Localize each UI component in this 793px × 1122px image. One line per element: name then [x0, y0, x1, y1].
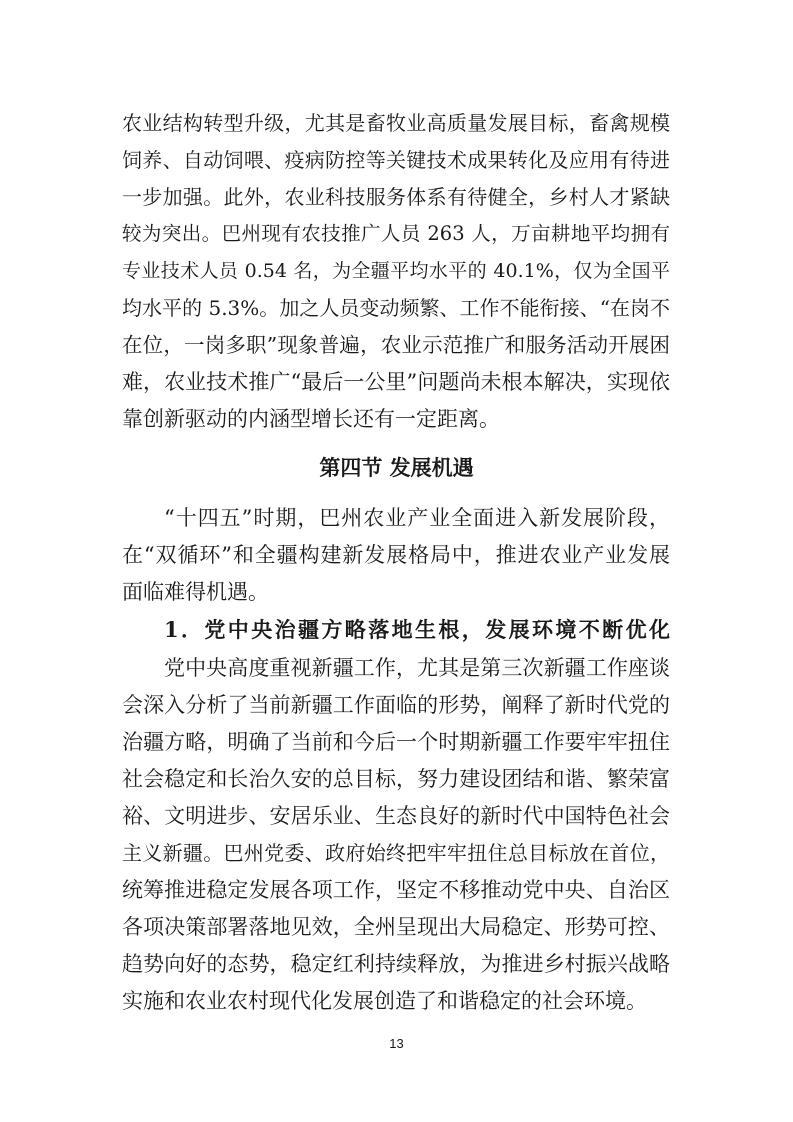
text-line: 在“双循环”和全疆构建新发展格局中，推进农业产业发展 — [122, 543, 670, 567]
text-line: 在位，一岗多职”现象普遍，农业示范推广和服务活动开展困 — [122, 333, 670, 357]
text-line: 面临难得机遇。 — [122, 580, 269, 604]
text-line: 一步加强。此外，农业科技服务体系有待健全，乡村人才紧缺 — [122, 185, 670, 209]
text-line: 均水平的 5.3%。加之人员变动频繁、工作不能衔接、“在岗不 — [122, 296, 670, 320]
text-line: 饲养、自动饲喂、疫病防控等关键技术成果转化及应用有待进 — [122, 148, 670, 172]
text-line: 靠创新驱动的内涵型增长还有一定距离。 — [122, 407, 500, 431]
subheading-policy-environment: 1．党中央治疆方略落地生根，发展环境不断优化 — [164, 617, 670, 642]
text-line: 社会稳定和长治久安的总目标，努力建设团结和谐、繁荣富 — [122, 767, 670, 791]
text-line: 较为突出。巴州现有农技推广人员 263 人，万亩耕地平均拥有 — [122, 222, 670, 245]
text-line: 趋势向好的态势，稳定红利持续释放，为推进乡村振兴战略 — [122, 952, 670, 976]
text-line: 裕、文明进步、安居乐业、生态良好的新时代中国特色社会 — [122, 804, 670, 828]
text-line: “十四五”时期，巴州农业产业全面进入新发展阶段， — [164, 506, 670, 530]
text-line: 实施和农业农村现代化发展创造了和谐稳定的社会环境。 — [122, 989, 647, 1013]
text-line: 主义新疆。巴州党委、政府始终把牢牢扭住总目标放在首位， — [122, 841, 670, 865]
text-line: 统筹推进稳定发展各项工作，坚定不移推动党中央、自治区 — [122, 878, 670, 902]
text-line: 难，农业技术推广“最后一公里”问题尚未根本解决，实现依 — [122, 370, 670, 394]
text-line: 党中央高度重视新疆工作，尤其是第三次新疆工作座谈 — [164, 656, 670, 680]
text-line: 会深入分析了当前新疆工作面临的形势，阐释了新时代党的 — [122, 693, 670, 717]
text-line: 各项决策部署落地见效，全州呈现出大局稳定、形势可控、 — [122, 915, 670, 939]
text-line: 农业结构转型升级，尤其是畜牧业高质量发展目标，畜禽规模 — [122, 111, 670, 135]
text-line: 专业技术人员 0.54 名，为全疆平均水平的 40.1%，仅为全国平 — [122, 260, 670, 282]
section-heading: 第四节 发展机遇 — [319, 455, 474, 480]
text-line: 治疆方略，明确了当前和今后一个时期新疆工作要牢牢扭住 — [122, 730, 670, 754]
page-number: 13 — [389, 1036, 404, 1051]
